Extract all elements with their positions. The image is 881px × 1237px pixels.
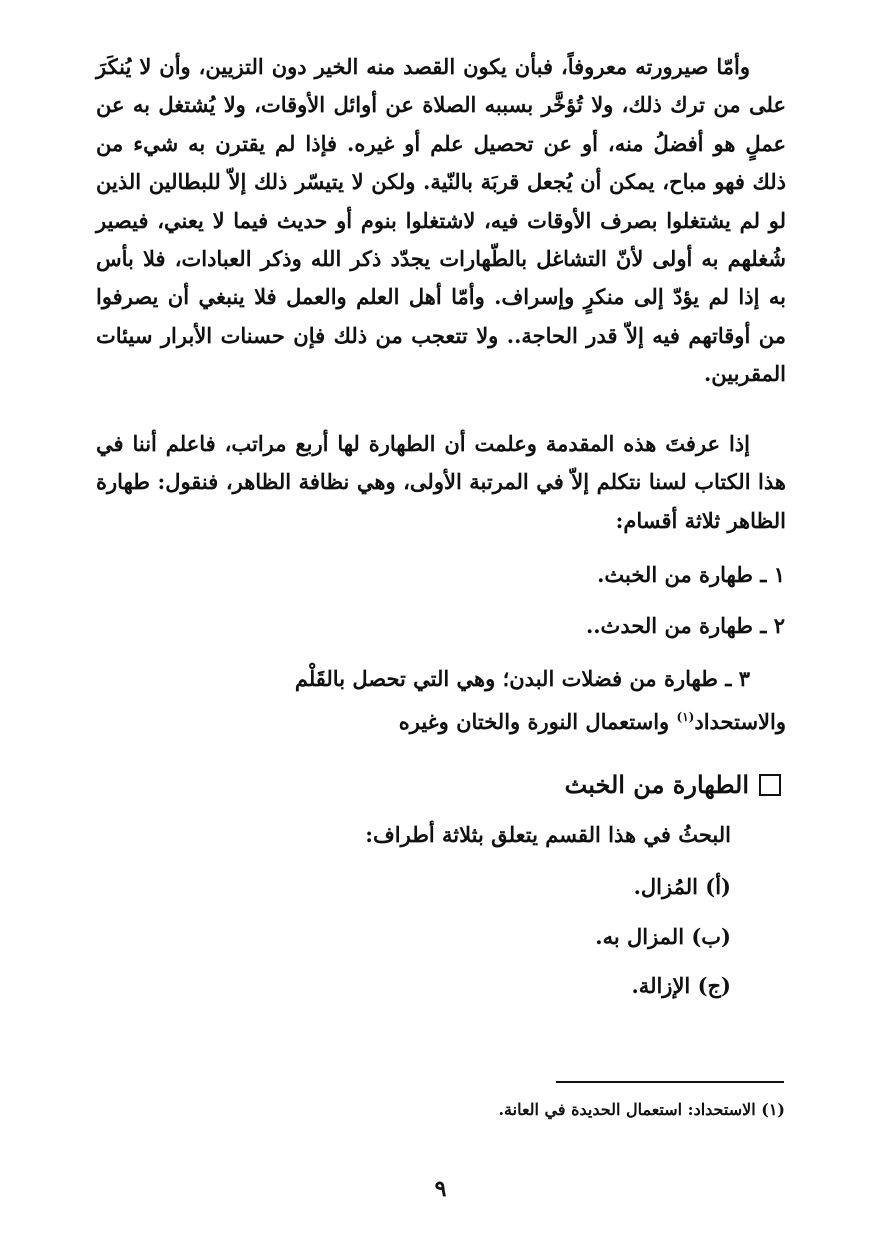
section-heading-text: الطهارة من الخبث [564,770,749,799]
list-item-2: ٢ ـ طهارة من الحدث.. [585,613,785,638]
list-item-3-line-1: ٣ ـ طهارة من فضلات البدن؛ وهي التي تحصل بالقَلْم [294,666,750,691]
footnote-ref: (١) [676,710,695,724]
paragraph-2: إذا عرفتَ هذه المقدمة وعلمت أن الطهارة لها أربع مراتب، فاعلم أننا في هذا الكتاب لسنا نتكلم إلاّ في المرتبة الأولى، وهي نظافة الظاهر، فنقول: طهارة الظاهر ثلاثة أقسام: [96,431,786,533]
paragraph-1: وأمّا صيرورته معروفاً، فبأن يكون القصد منه الخير دون التزيين، وأن لا يُنكَرَ على من ترك ذلك، ولا تُؤخَّر بسببه الصلاة عن أوائل الأوقات، ولا يُشتغل به عن عملٍ هو أفضلُ منه، أو عن تحصيل علم أو غيره. فإذا لم يقترن به شيء من ذلك فهو مباح، يمكن أن يُجعل قربَة بالنّية. ولكن لا يتيسّر ذلك إلاّ للبطالين الذين لو لم يشتغلوا بصرف الأوقات فيه، لاشتغلوا بنوم أو حديث فيما لا يعني، فيصير شُغلهم به أولى لأنّ التشاغل بالطّهارات يجدّد ذكر الله وذكر العبادات، فلا بأس به إذا لم يؤدّ إلى منكرٍ وإسراف. وأمّا أهل العلم والعمل فلا ينبغي أن يصرفوا من أوقاتهم فيه إلاّ قدر الحاجة.. ولا تتعجب من ذلك فإن حسنات الأبرار سيئات المقربين. [96,54,786,387]
checkbox-square-icon [759,774,781,796]
list-item-3 [96,660,786,741]
list-item-3-text-a: والاستحداد [694,709,786,734]
list-item-3-line-2 [399,698,786,741]
section-part-a: (أ) المُزال. [633,874,731,899]
footnote-divider [556,1081,784,1083]
section-intro: البحثُ في هذا القسم يتعلق بثلاثة أطراف: [365,822,731,847]
list-item-3-text-b: واستعمال النورة والختان وغيره [398,709,677,734]
section-part-c: (ج) الإزالة. [631,973,731,998]
section-part-b: (ب) المزال به. [595,924,731,949]
list-item-1: ١ ـ طهارة من الخبث. [597,562,785,587]
page-number: ٩ [434,1176,447,1202]
section-heading [565,768,781,802]
footnote: (١) الاستحداد: استعمال الحديدة في العانة. [498,1100,785,1119]
